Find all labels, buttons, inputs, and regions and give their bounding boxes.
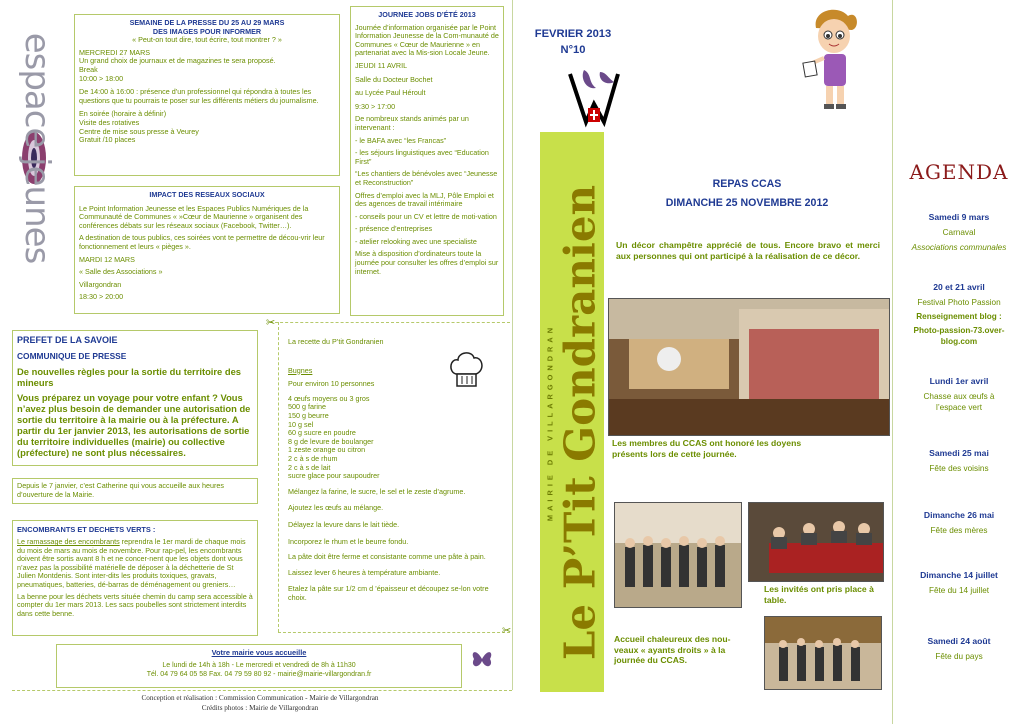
photo-decor <box>608 298 890 436</box>
repas-date: DIMANCHE 25 NOVEMBRE 2012 <box>665 197 829 209</box>
repas-caption-2: Les invités ont pris place à table. <box>764 584 874 605</box>
jobs-p8: - les séjours linguistiques avec “Education First” <box>355 148 489 166</box>
jobs-p12: - présence d’entreprises <box>355 224 433 234</box>
agenda-date: Lundi 1er avril <box>929 376 989 386</box>
presse-title: SEMAINE DE LA PRESSE DU 25 AU 29 MARS DES IMAGES POUR INFORMER <box>129 18 285 36</box>
mairie-title: Votre mairie vous accueille <box>211 648 307 657</box>
repas-caption-1: Les membres du CCAS ont honoré les doyens présents lors de cette journée. <box>612 438 802 459</box>
presse-subtitle: « Peut-on tout dire, tout écrire, tout montrer ? » <box>132 35 282 45</box>
kid-illustration <box>802 6 868 112</box>
issue-number: N°10 <box>560 44 586 56</box>
mairie-contact: Tél. 04 79 64 05 58 Fax. 04 79 59 80 92 - mairie@mairie-villargondran.fr <box>146 671 372 678</box>
repas-caption-3: Accueil chaleureux des nou-veaux « ayants droits » à la journée du CCAS. <box>614 634 731 665</box>
prefet-subtitle: COMMUNIQUE DE PRESSE <box>17 351 127 361</box>
espace-jeunes-text: espace jeunes <box>17 32 57 264</box>
recette-step3: Délayez la levure dans le lait tiède. <box>288 519 400 529</box>
agenda-date: Dimanche 14 juillet <box>920 570 998 580</box>
agenda-item <box>898 636 1020 662</box>
repas-intro: Un décor champêtre apprécié de tous. Encore bravo et merci aux personnes qui ont participé à la réalisation de ce décor. <box>616 240 880 261</box>
recette-step6: Laissez lever 6 heures à température ambiante. <box>288 567 441 577</box>
jobs-p1: Journée d’information organisée par le Point Information Jeunesse de la Com-munauté de Communes « Cœur de Maurienne » en partenariat avec la Mis-sion Locale Jeune. <box>355 22 499 58</box>
jobs-p4: au Lycée Paul Héroult <box>355 88 426 98</box>
recette-step4: Incorporez le rhum et le beurre fondu. <box>288 536 409 546</box>
agenda-event: Carnaval <box>942 228 976 237</box>
agenda-date: Samedi 9 mars <box>928 212 990 222</box>
recette-ingredients: 4 œufs moyens ou 3 gros 500 g farine 150 g beurre 10 g sel 60 g sucre en poudre 8 g de levure de boulanger 1 zeste orange ou citron 2 c à s de rhum 2 c à s de lait sucre glace pour saupoudrer <box>288 393 380 481</box>
reseaux-p1: Le Point Information Jeunesse et les Espaces Publics Numériques de la Communauté de Communes « »Cœur de Maurienne » organisent des conférences débats sur les réseaux sociaux (Facebook, Twitter…). <box>79 203 309 230</box>
prefet-body: Vous préparez un voyage pour votre enfant ? Vous n’avez plus besoin de demander une autorisation de sortie du territoire à la mairie ou à la préfecture. A partir du 1er janvier 2013, les autorisations de sortie du territoire individuelles (mairie) ou collective (préfecture) ne sont plus nécessaires. <box>17 392 251 458</box>
prefet-title: PREFET DE LA SAVOIE <box>17 335 118 345</box>
recette-step1: Mélangez la farine, le sucre, le sel et le zeste d’agrume. <box>288 486 466 496</box>
recette-step7: Etalez la pâte sur 1/2 cm d ’épaisseur et découpez se-lon votre choix. <box>288 584 489 602</box>
agenda-item <box>898 376 1020 413</box>
mairie-box <box>56 644 462 688</box>
fold-line-right <box>892 0 893 724</box>
photo-table <box>748 502 884 582</box>
agenda-item <box>898 282 1020 308</box>
jobs-p3: Salle du Docteur Bochet <box>355 74 433 84</box>
jobs-p2: JEUDI 11 AVRIL <box>355 60 408 70</box>
recette-name: Bugnes <box>288 365 313 375</box>
agenda-event: Chasse aux œufs à l’espace vert <box>923 392 995 412</box>
recette-step5: La pâte doit être ferme et consistante comme une pâte à pain. <box>288 552 486 562</box>
agenda-date: Dimanche 26 mai <box>923 510 995 520</box>
recette-cut-left <box>278 322 279 632</box>
agenda-extra: Associations communales <box>911 243 1007 252</box>
jobs-p9: “Les chantiers de bénévoles avec “Jeunesse et Reconstruction” <box>355 169 498 187</box>
recette-step2: Ajoutez les œufs au mélange. <box>288 503 384 513</box>
fold-line-left <box>512 0 513 690</box>
masthead-title: Le P’Tit Gondranien <box>555 184 605 661</box>
encombrants-p1: reprendra le 1er mardi de chaque mois du mois de mars au mois de novembre. Pour rap-pel, les encombrants doivent être sortis avant 8 h et ne concer-nent que les objets dont vous n’avez pas la possibilité matérielle de déposer à la déchetterie de St Julien Montdenis. Sont inter-dits les produits toxiques, gravats, pneumatiques, batteries, dé-barras de déménagement ou greniers… <box>17 537 246 589</box>
reseaux-p3: MARDI 12 MARS <box>79 254 135 264</box>
jobs-p11: - conseils pour un CV et lettre de moti-vation <box>355 211 497 221</box>
encombrants-link: Le ramassage des encombrants <box>17 537 120 546</box>
agenda-event: Photo-passion-73.over- blog.com <box>913 326 1005 346</box>
agenda-event: Fête du pays <box>935 652 983 661</box>
agenda-date: Samedi 25 mai <box>929 448 989 458</box>
scissors-icon-bottom: ✂ <box>502 625 512 637</box>
jobs-p13: - atelier relooking avec une specialiste <box>355 236 477 246</box>
agenda-event: Festival Photo Passion <box>917 298 1001 307</box>
espace-jeunes-logo <box>12 18 62 264</box>
jobs-p7: - le BAFA avec “les Francas” <box>355 135 447 145</box>
agenda-item <box>898 311 1020 347</box>
jobs-title: JOURNEE JOBS D’ÉTÉ 2013 <box>378 10 476 19</box>
recette-serves: Pour environ 10 personnes <box>288 379 375 389</box>
encombrants-p2: La benne pour les déchets verts située chemin du camp sera accessible à compter du 1er mars 2013. Les sacs poubelles sont strictement interdits dans cette benne. <box>17 591 253 618</box>
agenda-date: Renseignement blog : <box>916 312 1002 321</box>
accueil-note-box <box>12 478 258 504</box>
agenda-item <box>898 448 1020 474</box>
jobs-box <box>350 6 504 316</box>
credits-line2: Crédits photos : Mairie de Villargondran <box>201 704 319 712</box>
prefet-box <box>12 330 258 466</box>
presse-p1: MERCREDI 27 MARS Un grand choix de journaux et de magazines te sera proposé. Break 10:00 > 18:00 <box>79 47 276 83</box>
prefet-lead: De nouvelles règles pour la sortie du territoire des mineurs <box>17 366 242 388</box>
accueil-note: Depuis le 7 janvier, c’est Catherine qui vous accueille aux heures d’ouverture de la Mairie. <box>17 481 224 499</box>
encombrants-p1-wrap <box>17 538 253 590</box>
agenda-date: 20 et 21 avril <box>933 282 985 292</box>
agenda-event: Fête des voisins <box>929 464 989 473</box>
agenda-item <box>898 570 1020 596</box>
photo-accueil <box>764 616 882 690</box>
issue-date: FEVRIER 2013 <box>534 28 612 40</box>
cut-line-bottom <box>12 690 512 691</box>
agenda-item <box>898 510 1020 536</box>
mairie-hours: Le lundi de 14h à 18h - Le mercredi et vendredi de 8h à 11h30 <box>162 662 356 669</box>
jobs-p6: De nombreux stands animés par un intervenant : <box>355 114 469 132</box>
jobs-p14: Mise à disposition d’ordinateurs toute la journée pour consulter les offres d’emploi sur internet. <box>355 249 499 276</box>
reseaux-p6: 18:30 > 20:00 <box>79 292 124 302</box>
reseaux-p4: « Salle des Associations » <box>79 267 163 277</box>
presse-box <box>74 14 340 176</box>
agenda-event: Fête du 14 juillet <box>928 586 990 595</box>
encombrants-title: ENCOMBRANTS ET DECHETS VERTS : <box>17 525 156 534</box>
recette-cut-top <box>270 322 510 323</box>
presse-p2: De 14:00 à 16:00 : présence d’un professionnel qui répondra à toutes les questions que tu pourrais te poser sur les différents métiers du journalisme. <box>79 87 319 105</box>
reseaux-p2: A destination de tous publics, ces soirées vont te permettre de décou-vrir leur fonctionnement et leurs « pièges ». <box>79 233 325 251</box>
jobs-p5: 9:30 > 17:00 <box>355 101 396 111</box>
recette-title: La recette du P’tit Gondranien <box>288 337 384 346</box>
agenda-item <box>898 212 1020 253</box>
agenda-title: AGENDA <box>909 160 1009 184</box>
jobs-p10: Offres d’emploi avec la MLJ, Pôle Emploi et des agences de travail intérimaire <box>355 190 494 209</box>
agenda-date: Samedi 24 août <box>927 636 991 646</box>
chef-hat-icon <box>448 350 484 390</box>
repas-title: REPAS CCAS <box>712 178 782 190</box>
recette-cut-bottom <box>278 632 510 633</box>
reseaux-box <box>74 186 340 314</box>
butterfly-icon <box>470 648 494 670</box>
encombrants-box <box>12 520 258 636</box>
credits-line1: Conception et réalisation : Commission Communication - Mairie de Villargondran <box>141 694 379 702</box>
reseaux-title: IMPACT DES RESEAUX SOCIAUX <box>149 190 265 199</box>
scissors-icon: ✂ <box>266 317 276 329</box>
presse-p3: En soirée (horaire à définir) Visite des rotatives Centre de mise sous presse à Veurey Gratuit /10 places <box>79 109 199 145</box>
agenda-event: Fête des mères <box>930 526 988 535</box>
reseaux-p5: Villargondran <box>79 279 122 289</box>
masthead-mairie-vertical: MAIRIE DE VILLARGONDRAN <box>545 323 555 522</box>
village-crest <box>566 68 622 130</box>
photo-doyens <box>614 502 742 608</box>
